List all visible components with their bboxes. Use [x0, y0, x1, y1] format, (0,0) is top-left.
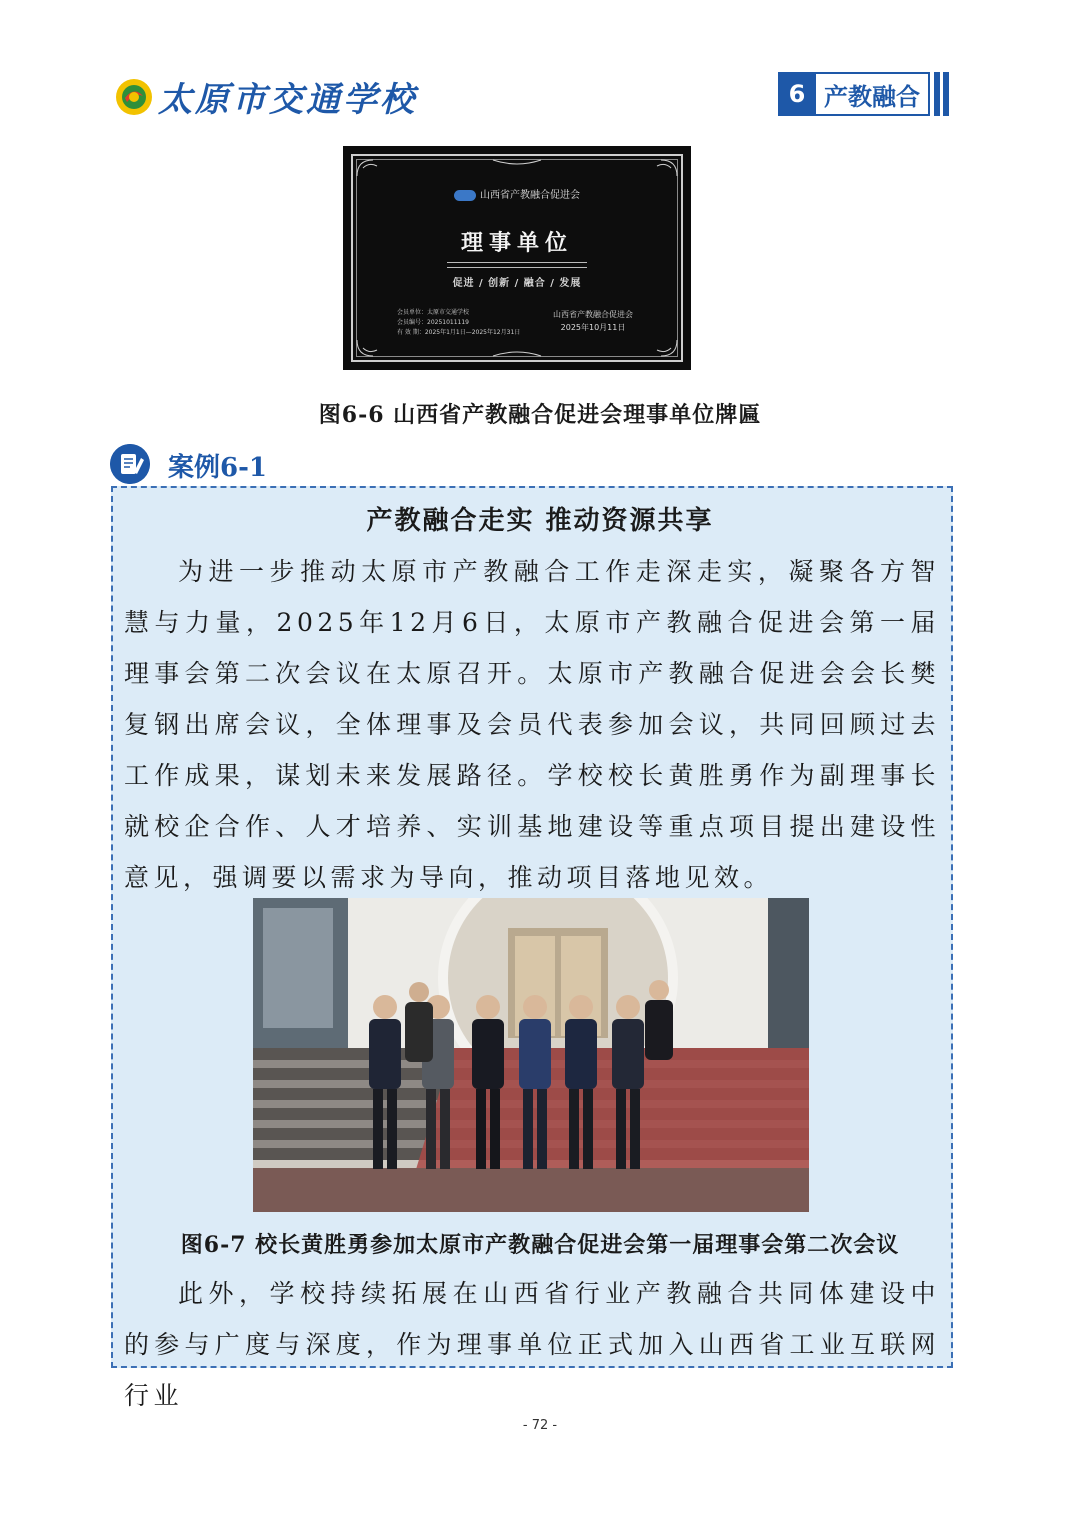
association-logo-icon	[454, 190, 476, 201]
group-photo-scene	[253, 898, 809, 1212]
chapter-decoration-bars	[934, 72, 952, 116]
case-paragraph-1: 为进一步推动太原市产教融合工作走深走实，凝聚各方智慧与力量，2025年12月6日，太原市产教融合促进会第一届理事会第二次会议在太原召开。太原市产教融合促进会会长樊复钢出席会议，全体理事及会员代表参加会议，共同回顾过去工作成果，谋划未来发展路径。学校校长黄胜勇作为副理事长就校企合作、人才培养、实训基地建设等重点项目提出建设性意见，强调要以需求为导向，推动项目落地见效。	[124, 557, 940, 892]
case-label: 案例6-1	[168, 453, 267, 483]
figure-6-6-caption: 图6-6 山西省产教融合促进会理事单位牌匾	[318, 402, 762, 428]
plaque-title: 理事单位	[460, 231, 573, 256]
case-title: 产教融合走实 推动资源共享	[366, 506, 714, 536]
plaque-slogan: 促进 / 创新 / 融合 / 发展	[452, 278, 582, 289]
case-note-icon	[110, 444, 150, 484]
plaque-issue-date: 2025年10月11日	[560, 323, 626, 332]
group-photo	[253, 898, 809, 1212]
school-logo-icon	[115, 78, 153, 116]
chapter-title: 产教融合	[816, 72, 930, 116]
plaque-member-unit: 会员单位：太原市交通学校	[397, 309, 470, 316]
plaque-issuer-block	[553, 308, 633, 334]
plaque-member-number: 会员编号：20251011119	[397, 319, 469, 326]
plaque-valid-period: 有 效 期：2025年1月1日—2025年12月31日	[397, 329, 521, 336]
page-header	[0, 0, 1080, 130]
chapter-tab	[778, 72, 952, 116]
plaque-image	[343, 146, 691, 370]
figure-6-7-caption: 图6-7 校长黄胜勇参加太原市产教融合促进会第一届理事会第二次会议	[180, 1232, 900, 1258]
case-paragraph-2: 此外，学校持续拓展在山西省行业产教融合共同体建设中的参与广度与深度，作为理事单位正式加入山西省工业互联网行业	[124, 1279, 940, 1410]
plaque-org-text: 山西省产教融合促进会	[480, 190, 580, 201]
chapter-number: 6	[778, 72, 816, 116]
plaque-org-name	[343, 186, 691, 201]
plaque-member-info	[397, 308, 520, 338]
plaque-issuer: 山西省产教融合促进会	[553, 310, 633, 319]
plaque-divider	[447, 262, 587, 268]
page-number: - 72 -	[522, 1418, 558, 1433]
school-name: 太原市交通学校	[158, 80, 417, 120]
